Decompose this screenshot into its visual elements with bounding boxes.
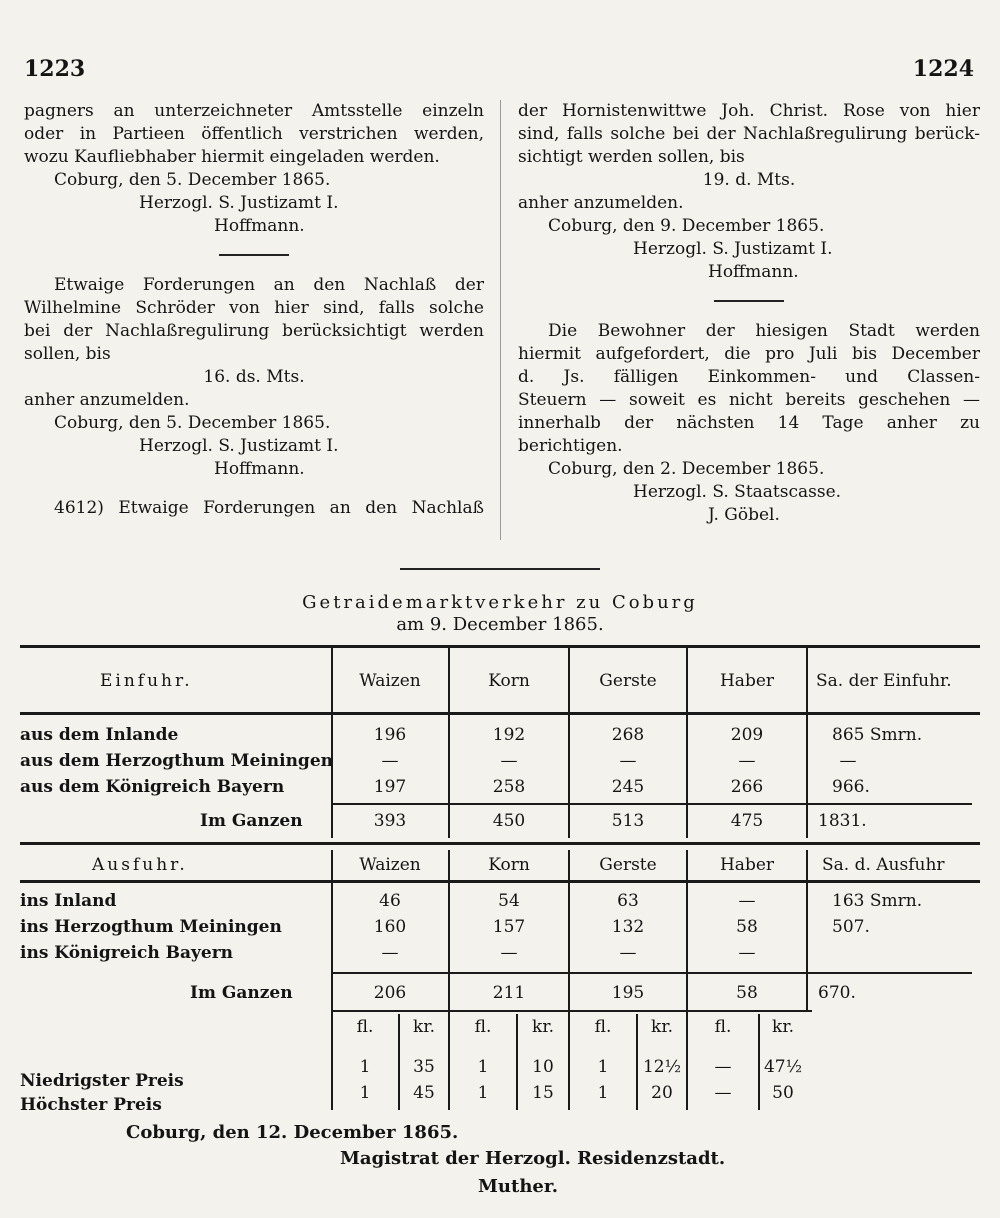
table-cell: 209 (730, 725, 764, 745)
price-cell: — (714, 1057, 732, 1077)
table-cell: 192 (492, 725, 526, 745)
table-subtitle: am 9. December 1865. (396, 614, 604, 635)
table-cell: — (500, 943, 518, 963)
page-number-left: 1223 (24, 56, 86, 82)
column-header-korn: Korn (488, 671, 530, 691)
notice-text-line: anher anzumelden. (24, 390, 190, 410)
right-column (518, 100, 980, 527)
notice-text-line: wozu Kaufliebhaber hiermit eingeladen werden. (24, 147, 440, 167)
table-cell: — (738, 751, 756, 771)
footer-authority: Magistrat der Herzogl. Residenzstadt. (340, 1148, 726, 1169)
section-divider (714, 300, 784, 302)
price-unit-kr: kr. (413, 1017, 435, 1037)
table-cell: — (381, 751, 399, 771)
price-row-label: Höchster Preis (20, 1095, 162, 1115)
price-top-rule (332, 1010, 812, 1012)
price-unit-fl: fl. (474, 1017, 492, 1037)
notice-signature: J. Göbel. (708, 505, 780, 525)
table-cell: 63 (617, 891, 639, 911)
row-label: ins Königreich Bayern (20, 943, 234, 963)
ausfuhr-total-rule (332, 972, 972, 974)
table-cell: — (738, 891, 756, 911)
table-cell: 157 (492, 917, 526, 937)
footer-place-date: Coburg, den 12. December 1865. (126, 1122, 459, 1143)
total-cell: 450 (492, 811, 526, 831)
total-cell: 513 (611, 811, 645, 831)
price-cell: 47½ (763, 1057, 803, 1077)
column-header-gerste: Gerste (599, 671, 657, 691)
footer-signature: Muther. (478, 1176, 558, 1197)
table-cell: 197 (373, 777, 407, 797)
section-divider (219, 254, 289, 256)
column-header-haber: Haber (719, 855, 775, 875)
column-header-waizen: Waizen (359, 855, 421, 875)
table-cell: 58 (736, 917, 758, 937)
notice-text-line: sind, falls solche bei der Nachlaßregulirung berück- (518, 124, 980, 144)
column-header-haber: Haber (719, 671, 775, 691)
left-column (24, 100, 484, 520)
page-number-right: 1224 (912, 56, 974, 82)
total-cell: 393 (373, 811, 407, 831)
price-cell: 35 (413, 1057, 435, 1077)
notice-text-line: Steuern — soweit es nicht bereits geschehen — (518, 390, 980, 410)
notice-text-line: pagners an unterzeichneter Amtsstelle einzeln (24, 101, 484, 121)
ausfuhr-header-rule (20, 880, 980, 883)
column-divider (500, 100, 501, 540)
row-label: ins Herzogthum Meiningen (20, 917, 282, 937)
price-cell: 1 (477, 1083, 489, 1103)
row-label: ins Inland (20, 891, 117, 911)
table-header-rule (20, 712, 980, 715)
table-cell: — (738, 943, 756, 963)
notice-authority: Herzogl. S. Justizamt I. (139, 193, 339, 213)
einfuhr-total-rule (332, 803, 972, 805)
table-column-divider (806, 850, 808, 1010)
notice-text-line: sollen, bis (24, 344, 111, 364)
table-cell: 132 (611, 917, 645, 937)
price-cell: 1 (597, 1057, 609, 1077)
notice-text-line: oder in Partieen öffentlich verstrichen werden, (24, 124, 484, 144)
notice-signature: Hoffmann. (708, 262, 799, 282)
table-cell: 266 (730, 777, 764, 797)
price-unit-fl: fl. (594, 1017, 612, 1037)
total-cell: 475 (730, 811, 764, 831)
row-label: aus dem Inlande (20, 725, 179, 745)
price-cell: 15 (532, 1083, 554, 1103)
row-label: aus dem Herzogthum Meiningen (20, 751, 333, 771)
total-cell: 211 (492, 983, 526, 1003)
table-cell: 46 (379, 891, 401, 911)
notice-signature: Hoffmann. (214, 216, 305, 236)
notice-text-line: Die Bewohner der hiesigen Stadt werden (548, 321, 980, 341)
notice-text-line: 4612) Etwaige Forderungen an den Nachlaß (54, 498, 484, 518)
price-cell: 20 (651, 1083, 673, 1103)
notice-text-line: berichtigen. (518, 436, 623, 456)
price-cell: 45 (413, 1083, 435, 1103)
notice-text-line: hiermit aufgefordert, die pro Juli bis December (518, 344, 980, 364)
price-cell: 50 (772, 1083, 794, 1103)
row-sum: 865 Smrn. (832, 725, 923, 745)
section-divider (400, 568, 600, 570)
total-sum: 670. (818, 983, 856, 1003)
notice-text-line: Etwaige Forderungen an den Nachlaß der (54, 275, 484, 295)
total-label: Im Ganzen (200, 811, 303, 831)
total-sum: 1831. (818, 811, 867, 831)
table-cell: — (500, 751, 518, 771)
table-title: Getraidemarktverkehr zu Coburg (302, 592, 698, 613)
table-cell: — (619, 943, 637, 963)
table-top-rule (20, 645, 980, 648)
ausfuhr-top-rule (20, 842, 980, 845)
price-cell: — (714, 1083, 732, 1103)
column-header-gerste: Gerste (599, 855, 657, 875)
notice-date: Coburg, den 9. December 1865. (548, 216, 825, 236)
row-sum: 163 Smrn. (832, 891, 923, 911)
einfuhr-sum-header: Sa. der Einfuhr. (816, 671, 952, 691)
notice-text-line: anher anzumelden. (518, 193, 684, 213)
column-header-korn: Korn (488, 855, 530, 875)
price-cell: 12½ (642, 1057, 682, 1077)
notice-date: Coburg, den 5. December 1865. (54, 170, 331, 190)
price-unit-fl: fl. (356, 1017, 374, 1037)
table-cell: 245 (611, 777, 645, 797)
total-cell: 58 (736, 983, 758, 1003)
ausfuhr-header: Ausfuhr. (92, 855, 188, 875)
price-unit-kr: kr. (532, 1017, 554, 1037)
row-label: aus dem Königreich Bayern (20, 777, 285, 797)
table-cell: 160 (373, 917, 407, 937)
notice-text-line: Wilhelmine Schröder von hier sind, falls solche (24, 298, 484, 318)
notice-text-line: der Hornistenwittwe Joh. Christ. Rose von hier (518, 101, 980, 121)
price-row-label: Niedrigster Preis (20, 1071, 184, 1091)
total-cell: 195 (611, 983, 645, 1003)
row-sum: — (839, 751, 857, 771)
table-cell: 258 (492, 777, 526, 797)
price-unit-fl: fl. (714, 1017, 732, 1037)
price-cell: 1 (359, 1083, 371, 1103)
table-cell: 54 (498, 891, 520, 911)
notice-deadline: 19. d. Mts. (702, 170, 796, 190)
price-unit-kr: kr. (651, 1017, 673, 1037)
notice-signature: Hoffmann. (214, 459, 305, 479)
table-cell: 196 (373, 725, 407, 745)
row-sum: 507. (832, 917, 870, 937)
notice-text-line: innerhalb der nächsten 14 Tage anher zu (518, 413, 980, 433)
ausfuhr-sum-header: Sa. d. Ausfuhr (822, 855, 945, 875)
table-cell: 268 (611, 725, 645, 745)
table-cell: — (619, 751, 637, 771)
einfuhr-header: Einfuhr. (100, 671, 193, 691)
notice-authority: Herzogl. S. Justizamt I. (633, 239, 833, 259)
column-header-waizen: Waizen (359, 671, 421, 691)
notice-authority: Herzogl. S. Staatscasse. (633, 482, 842, 502)
notice-text-line: d. Js. fälligen Einkommen- und Classen- (518, 367, 980, 387)
price-cell: 10 (532, 1057, 554, 1077)
price-unit-kr: kr. (772, 1017, 794, 1037)
notice-date: Coburg, den 2. December 1865. (548, 459, 825, 479)
price-cell: 1 (359, 1057, 371, 1077)
notice-text-line: bei der Nachlaßregulirung berücksichtigt werden (24, 321, 484, 341)
price-cell: 1 (477, 1057, 489, 1077)
row-sum: 966. (832, 777, 870, 797)
notice-deadline: 16. ds. Mts. (203, 367, 305, 387)
notice-date: Coburg, den 5. December 1865. (54, 413, 331, 433)
total-cell: 206 (373, 983, 407, 1003)
total-label: Im Ganzen (190, 983, 293, 1003)
notice-authority: Herzogl. S. Justizamt I. (139, 436, 339, 456)
price-cell: 1 (597, 1083, 609, 1103)
notice-text-line: sichtigt werden sollen, bis (518, 147, 745, 167)
table-cell: — (381, 943, 399, 963)
table-column-divider (806, 648, 808, 838)
